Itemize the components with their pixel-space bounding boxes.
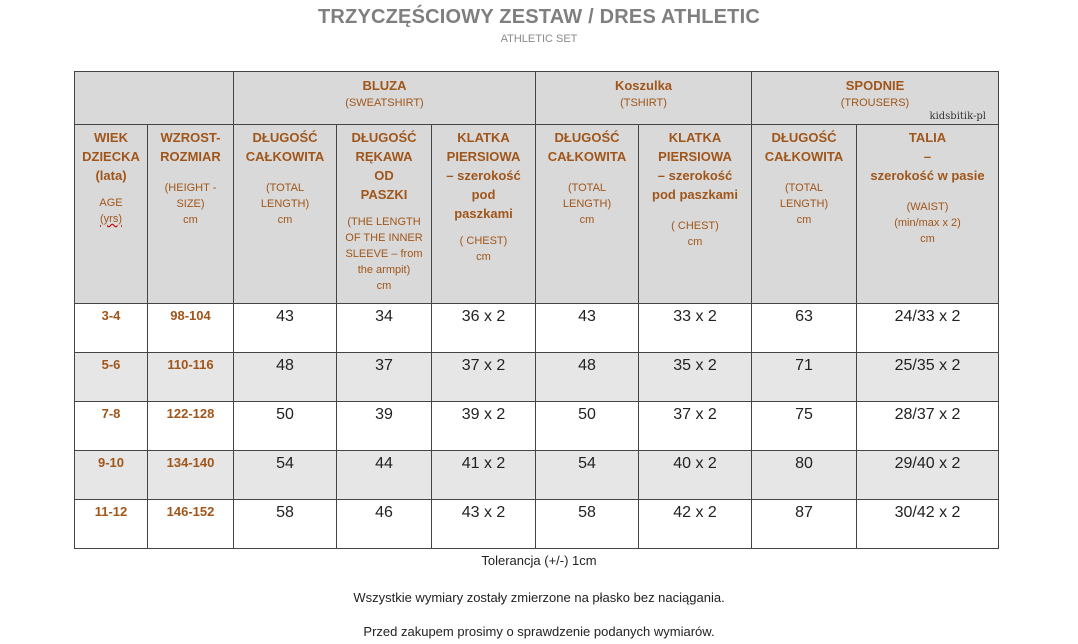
header-height-en-1: (HEIGHT - (164, 182, 217, 194)
group-header-row (75, 72, 999, 125)
cell-bluza-chest-value: 43 x 2 (461, 504, 506, 521)
cell-bluza-length (234, 353, 337, 402)
cell-bluza-length-value: 54 (276, 455, 294, 472)
cell-tshirt-length (536, 304, 639, 353)
header-bluza-sleeve-en-5: cm (376, 280, 392, 292)
cell-height (148, 451, 234, 500)
group-bluza (234, 72, 536, 125)
cell-trousers-length-value: 71 (795, 357, 813, 374)
cell-trousers-length (752, 304, 857, 353)
cell-age-value: 5-6 (101, 357, 121, 372)
header-bluza-chest-en-1: ( CHEST) (459, 235, 508, 247)
cell-trousers-waist (857, 304, 999, 353)
page-title: TRZYCZĘŚCIOWY ZESTAW / DRES ATHLETIC (317, 6, 760, 28)
header-tshirt-length (536, 125, 639, 304)
cell-tshirt-length (536, 402, 639, 451)
cell-age (75, 402, 148, 451)
cell-height-value: 98-104 (170, 308, 211, 323)
header-tshirt-length-pl-1: DŁUGOŚĆ (554, 130, 620, 145)
cell-trousers-length-value: 80 (795, 455, 813, 472)
cell-bluza-chest (432, 402, 536, 451)
check-sizes-note: Przed zakupem prosimy o sprawdzenie podanych wymiarów. (363, 624, 715, 639)
cell-height (148, 500, 234, 549)
cell-age-value: 3-4 (101, 308, 121, 323)
cell-tshirt-length-value: 54 (578, 455, 596, 472)
header-trousers-length-pl-2: CAŁKOWITA (764, 149, 844, 164)
header-tshirt-chest-pl-1: KLATKA (668, 130, 722, 145)
header-bluza-length (234, 125, 337, 304)
header-bluza-sleeve-en-1: (THE LENGTH (347, 216, 421, 228)
header-bluza-chest-pl-5: paszkami (454, 206, 513, 221)
header-tshirt-length-pl-2: CAŁKOWITA (547, 149, 627, 164)
header-age (75, 125, 148, 304)
cell-tshirt-chest (639, 451, 752, 500)
cell-height (148, 353, 234, 402)
cell-age (75, 353, 148, 402)
cell-bluza-sleeve (337, 402, 432, 451)
cell-tshirt-length-value: 48 (578, 357, 596, 374)
header-trousers-length-en-1: (TOTAL (784, 182, 824, 194)
cell-bluza-chest (432, 500, 536, 549)
cell-trousers-length (752, 500, 857, 549)
cell-bluza-sleeve (337, 451, 432, 500)
header-age-en-2: (yrs) (100, 213, 122, 225)
header-tshirt-chest-pl-2: PIERSIOWA (658, 149, 732, 164)
header-bluza-sleeve-en-4: the armpit) (357, 264, 411, 276)
cell-age (75, 451, 148, 500)
cell-tshirt-length-value: 43 (578, 308, 596, 325)
cell-height-value: 146-152 (166, 504, 215, 519)
cell-bluza-sleeve-value: 44 (375, 455, 393, 472)
header-age-pl-2: DZIECKA (82, 149, 140, 164)
cell-trousers-length-value: 63 (795, 308, 813, 325)
header-trousers-waist-en-3: cm (920, 233, 935, 245)
group-koszulka (536, 72, 752, 125)
cell-trousers-waist (857, 451, 999, 500)
header-bluza-sleeve-pl-3: OD (374, 168, 394, 183)
cell-trousers-length (752, 353, 857, 402)
header-bluza-chest-en-2: cm (476, 251, 491, 263)
header-height-en-3: cm (183, 214, 198, 226)
cell-tshirt-chest-value: 37 x 2 (673, 406, 717, 423)
header-trousers-waist (857, 125, 999, 304)
cell-trousers-waist (857, 402, 999, 451)
cell-bluza-length (234, 402, 337, 451)
cell-tshirt-length-value: 58 (578, 504, 596, 521)
cell-tshirt-chest (639, 353, 752, 402)
cell-bluza-length-value: 43 (276, 308, 294, 325)
header-tshirt-length-en-2: LENGTH) (562, 198, 612, 210)
cell-tshirt-chest (639, 402, 752, 451)
cell-bluza-chest-value: 36 x 2 (461, 308, 506, 325)
header-trousers-waist-pl-3: szerokość w pasie (870, 168, 985, 183)
cell-bluza-sleeve-value: 37 (375, 357, 393, 374)
cell-tshirt-chest (639, 304, 752, 353)
header-bluza-length-en-2: LENGTH) (260, 198, 310, 210)
header-tshirt-length-en-1: (TOTAL (567, 182, 607, 194)
cell-tshirt-length (536, 353, 639, 402)
cell-tshirt-chest (639, 500, 752, 549)
cell-tshirt-chest-value: 35 x 2 (673, 357, 717, 374)
cell-age-value: 7-8 (101, 406, 121, 421)
header-tshirt-length-en-3: cm (579, 214, 595, 226)
cell-tshirt-length (536, 451, 639, 500)
cell-bluza-sleeve-value: 39 (375, 406, 393, 423)
cell-trousers-waist-value: 25/35 x 2 (894, 357, 961, 374)
cell-tshirt-chest-value: 33 x 2 (673, 308, 717, 325)
header-age-en-1: AGE (99, 197, 123, 209)
cell-bluza-length (234, 304, 337, 353)
table-row (75, 353, 999, 402)
group-empty-cell (75, 72, 234, 125)
group-bluza-en: (SWEATSHIRT) (345, 97, 424, 109)
cell-trousers-waist-value: 28/37 x 2 (894, 406, 961, 423)
cell-trousers-waist (857, 353, 999, 402)
cell-trousers-length-value: 75 (795, 406, 813, 423)
cell-tshirt-chest-value: 40 x 2 (673, 455, 717, 472)
header-height-pl-2: ROZMIAR (160, 149, 221, 164)
group-bluza-name: BLUZA (362, 78, 407, 93)
header-trousers-length-en-3: cm (796, 214, 812, 226)
header-trousers-waist-pl-2: – (923, 149, 932, 164)
header-height-en-2: SIZE) (176, 198, 205, 210)
cell-height-value: 122-128 (166, 406, 215, 421)
header-trousers-waist-en-2: (min/max x 2) (894, 217, 961, 229)
column-header-row (75, 125, 999, 304)
header-bluza-chest (432, 125, 536, 304)
header-tshirt-chest-en-2: cm (687, 236, 703, 248)
cell-bluza-chest-value: 37 x 2 (461, 357, 506, 374)
cell-bluza-length-value: 48 (276, 357, 294, 374)
group-koszulka-name: Koszulka (614, 78, 673, 93)
header-bluza-chest-pl-1: KLATKA (457, 130, 510, 145)
header-bluza-chest-pl-3: – szerokość (446, 168, 521, 183)
header-height (148, 125, 234, 304)
header-bluza-length-pl-2: CAŁKOWITA (245, 149, 325, 164)
cell-bluza-chest (432, 353, 536, 402)
header-trousers-length-pl-1: DŁUGOŚĆ (771, 130, 837, 145)
cell-bluza-chest-value: 39 x 2 (461, 406, 506, 423)
measurement-note: Wszystkie wymiary zostały zmierzone na płasko bez naciągania. (353, 590, 725, 605)
table-row (75, 402, 999, 451)
header-tshirt-chest (639, 125, 752, 304)
cell-age-value: 9-10 (97, 455, 125, 470)
cell-bluza-length (234, 500, 337, 549)
cell-bluza-length (234, 451, 337, 500)
header-bluza-sleeve (337, 125, 432, 304)
header-bluza-sleeve-pl-2: RĘKAWA (355, 149, 413, 164)
cell-height (148, 402, 234, 451)
cell-age-value: 11-12 (94, 504, 128, 519)
header-trousers-waist-pl-1: TALIA (908, 130, 947, 145)
cell-height (148, 304, 234, 353)
cell-age (75, 304, 148, 353)
header-age-pl-3: (lata) (95, 168, 127, 183)
cell-bluza-sleeve (337, 304, 432, 353)
header-trousers-length-en-2: LENGTH) (779, 198, 829, 210)
cell-age (75, 500, 148, 549)
header-tshirt-chest-en-1: ( CHEST) (671, 220, 719, 232)
tolerance-note: Tolerancja (+/-) 1cm (481, 553, 597, 568)
header-bluza-length-pl-1: DŁUGOŚĆ (252, 130, 318, 145)
cell-bluza-sleeve (337, 353, 432, 402)
table-row (75, 304, 999, 353)
cell-bluza-chest-value: 41 x 2 (461, 455, 506, 472)
cell-bluza-length-value: 50 (276, 406, 294, 423)
header-bluza-sleeve-pl-1: DŁUGOŚĆ (351, 130, 417, 145)
header-bluza-sleeve-pl-4: PASZKI (360, 187, 408, 202)
header-bluza-length-en-3: cm (277, 214, 293, 226)
header-bluza-chest-pl-4: pod (471, 187, 496, 202)
header-trousers-waist-en-1: (WAIST) (906, 201, 949, 213)
cell-trousers-waist-value: 24/33 x 2 (894, 308, 961, 325)
header-trousers-length (752, 125, 857, 304)
header-bluza-sleeve-en-2: OF THE INNER (345, 232, 423, 244)
cell-bluza-chest (432, 451, 536, 500)
group-spodnie-name: SPODNIE (845, 78, 905, 93)
header-bluza-sleeve-en-3: SLEEVE – from (345, 248, 423, 260)
cell-height-value: 134-140 (166, 455, 215, 470)
group-koszulka-en: (TSHIRT) (620, 97, 667, 109)
group-spodnie (752, 72, 999, 125)
header-tshirt-chest-pl-3: – szerokość (657, 168, 733, 183)
header-bluza-chest-pl-2: PIERSIOWA (446, 149, 521, 164)
header-tshirt-chest-pl-4: pod paszkami (652, 187, 738, 202)
table-row (75, 500, 999, 549)
cell-trousers-length (752, 451, 857, 500)
header-age-pl-1: WIEK (94, 130, 128, 145)
cell-trousers-waist-value: 30/42 x 2 (894, 504, 961, 521)
cell-tshirt-length-value: 50 (578, 406, 596, 423)
cell-trousers-length (752, 402, 857, 451)
cell-height-value: 110-116 (167, 357, 214, 372)
cell-bluza-sleeve (337, 500, 432, 549)
page-subtitle: ATHLETIC SET (500, 33, 578, 45)
header-bluza-length-en-1: (TOTAL (265, 182, 305, 194)
size-table (74, 71, 999, 549)
cell-trousers-length-value: 87 (795, 504, 813, 521)
cell-tshirt-length (536, 500, 639, 549)
cell-trousers-waist-value: 29/40 x 2 (894, 455, 961, 472)
table-row (75, 451, 999, 500)
cell-bluza-chest (432, 304, 536, 353)
cell-bluza-sleeve-value: 34 (375, 308, 393, 325)
cell-bluza-sleeve-value: 46 (375, 504, 393, 521)
header-height-pl-1: WZROST- (160, 130, 221, 145)
cell-trousers-waist (857, 500, 999, 549)
credit-watermark: kidsbitik-pl (929, 111, 986, 122)
group-spodnie-en: (TROUSERS) (840, 97, 910, 109)
cell-tshirt-chest-value: 42 x 2 (673, 504, 717, 521)
cell-bluza-length-value: 58 (276, 504, 294, 521)
